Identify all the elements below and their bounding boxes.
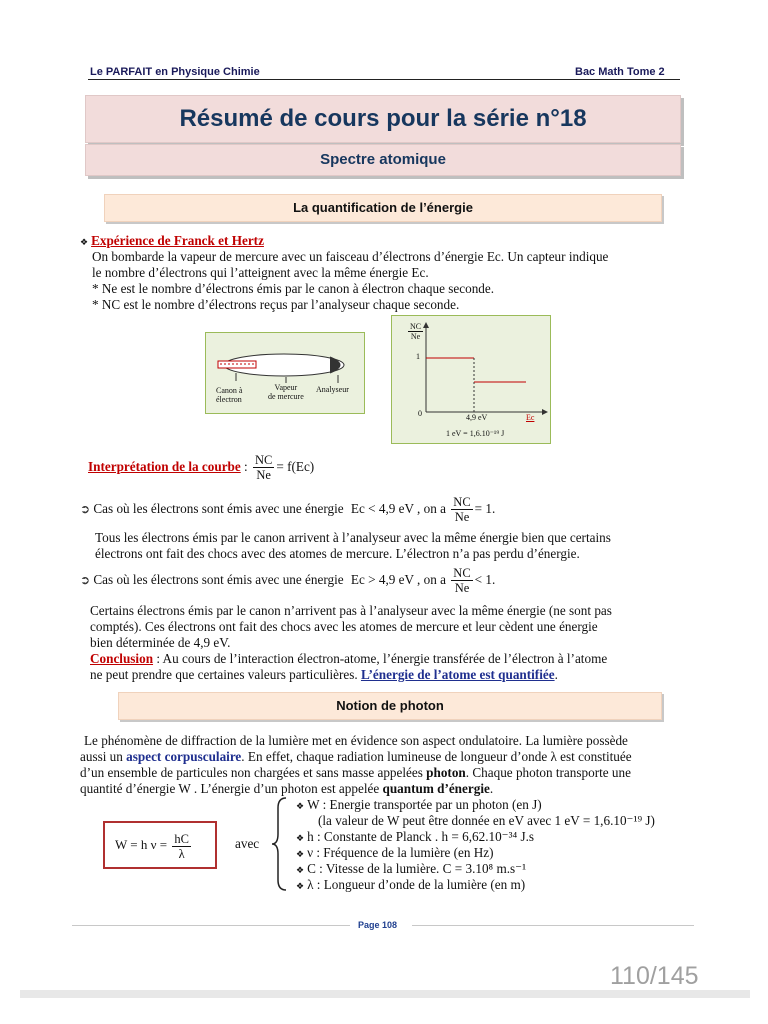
interpretation-label: Interprétation de la courbe [88, 459, 241, 474]
experiment-line: On bombarde la vapeur de mercure avec un faisceau d’électrons d’énergie Ec. Un capteur indique [92, 249, 609, 264]
title-banner [85, 95, 681, 143]
interpretation-line: Interprétation de la courbe : $\frac{NC}{Ne}$ = f(Ec) [88, 453, 315, 483]
label-vapeur: Vapeur de mercure [268, 383, 304, 401]
page-number: Page 108 [358, 920, 398, 930]
photon-line: quantité d’énergie W . L’énergie d’un photon est appelée quantum d’énergie. [80, 781, 494, 796]
photon-line: Le phénomène de diffraction de la lumière met en évidence son aspect ondulatoire. La lumière possède [84, 733, 628, 748]
experiment-title: Expérience de Franck et Hertz [91, 233, 264, 248]
header-right: Bac Math Tome 2 [575, 66, 665, 78]
quantified-energy: L’énergie de l’atome est quantifiée [360, 667, 555, 682]
analyseur-shape [330, 357, 340, 373]
experiment-line: * Ne est le nombre d’électrons émis par le canon à électron chaque seconde. [92, 281, 495, 296]
footer-rule-right [412, 925, 694, 926]
photon-line: aussi un aspect corpusculaire. En effet, chaque radiation lumineuse de longueur d’onde λ est constituée [80, 749, 632, 764]
header-left: Le PARFAIT en Physique Chimie [90, 66, 260, 78]
formula-box [103, 821, 217, 869]
experiment-heading [80, 233, 264, 250]
case2-detail: Certains électrons émis par le canon n’arrivent pas à l’analyseur avec la même énergie (ne sont pas [90, 603, 612, 618]
photon-line: d’un ensemble de particules non chargées et sans masse appelées photon. Chaque photon transporte une [80, 765, 631, 780]
case1-detail: Tous les électrons émis par le canon arrivent à l’analyseur avec la même énergie bien que certains [95, 530, 611, 545]
conclusion-line2: ne peut prendre que certaines valeurs particulières. L’énergie de l’atome est quantifiée. [90, 667, 558, 682]
conclusion-line1: Conclusion : Au cours de l’interaction électron-atome, l’énergie transférée de l’électron à l’atome [90, 651, 608, 666]
case1-line: ➲ Cas où les électrons sont émis avec une énergie Ec < 4,9 eV , on a $\frac{NC}{Ne}$ = 1. [80, 495, 496, 525]
experiment-line: le nombre d’électrons qui l’atteignent avec la même énergie Ec. [92, 265, 429, 280]
origin-label: 0 [418, 409, 422, 418]
page-counter: 110/145 [610, 962, 699, 990]
section-quantification [104, 194, 662, 222]
case2-line: ➲ Cas où les électrons sont émis avec une énergie Ec > 4,9 eV , on a $\frac{NC}{Ne}$ < 1. [80, 566, 496, 596]
page-subtitle: Spectre atomique [320, 151, 446, 168]
experiment-line: * NC est le nombre d’électrons reçus par l’analyseur chaque seconde. [92, 297, 460, 312]
scroll-track[interactable] [20, 990, 750, 998]
arrow-bullet-icon: ➲ [80, 573, 91, 587]
apparatus-figure [205, 332, 365, 414]
label-analyseur: Analyseur [316, 385, 349, 394]
legend-item: (la valeur de W peut être donnée en eV avec 1 eV = 1,6.10⁻¹⁹ J) [318, 813, 655, 828]
case2-detail: bien déterminée de 4,9 eV. [90, 635, 231, 650]
case1-detail: électrons ont fait des chocs avec des atomes de mercure. L’électron n’a pas perdu d’énergie. [95, 546, 580, 561]
header-rule [88, 79, 680, 80]
curly-brace [270, 796, 290, 892]
conclusion-label: Conclusion [90, 651, 154, 666]
formula-avec: avec [235, 836, 260, 851]
y-tick-1: 1 [416, 352, 420, 361]
section-title: Notion de photon [336, 698, 444, 713]
section-photon [118, 692, 662, 720]
legend-item: ❖ ν : Fréquence de la lumière (en Hz) [296, 845, 494, 860]
footer-rule-left [72, 925, 350, 926]
x-axis-label: Ec [526, 413, 535, 422]
y-axis-label: $\frac{NC}{Ne}$ [410, 322, 422, 341]
formula: W = h ν = $\frac{hC}{\lambda}$ [115, 831, 189, 861]
legend-item: ❖ C : Vitesse de la lumière. C = 3.10⁸ m.s⁻¹ [296, 861, 527, 876]
arrow-bullet-icon: ➲ [80, 502, 91, 516]
legend-item: ❖ h : Constante de Planck . h = 6,62.10⁻³⁴ J.s [296, 829, 535, 844]
diamond-bullet-icon: ❖ [80, 237, 89, 247]
section-title: La quantification de l’énergie [293, 200, 473, 215]
case2-detail: comptés). Ces électrons ont fait des chocs avec les atomes de mercure et leur cèdent une énergie [90, 619, 598, 634]
subtitle-banner [85, 144, 681, 176]
x-tick: 4,9 eV [466, 413, 488, 422]
legend-item: ❖ λ : Longueur d’onde de la lumière (en m) [296, 877, 526, 892]
graph-figure [391, 315, 551, 444]
legend-item: ❖ W : Energie transportée par un photon (en J) [296, 797, 542, 812]
page-title: Résumé de cours pour la série n°18 [179, 105, 587, 132]
ev-note: 1 eV = 1,6.10⁻¹⁹ J [446, 429, 505, 438]
label-canon: Canon à électron [216, 386, 243, 404]
